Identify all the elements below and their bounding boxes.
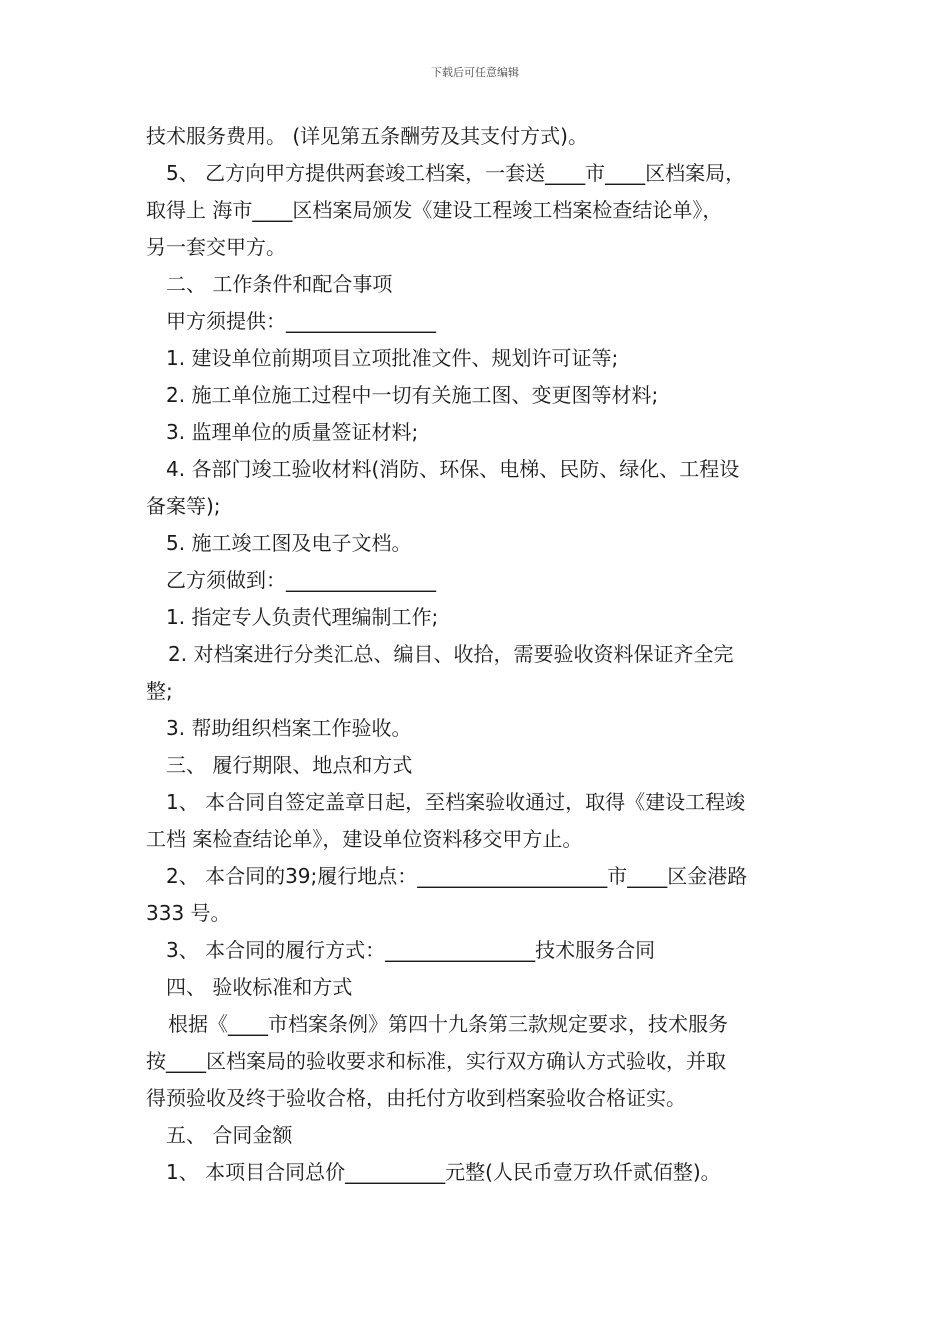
text-line: 技术服务费用。 (详见第五条酬劳及其支付方式)。 [146,124,588,148]
text-line: 甲方须提供：_______________ [166,309,436,333]
text-line: 333 号。 [146,901,231,925]
text-line: 取得上 海市____区档案局颁发《建设工程竣工档案检查结论单》， [146,198,723,222]
section-heading: 五、 合同金额 [166,1123,293,1147]
text-line: 乙方须做到：_______________ [166,568,436,592]
list-item: 4. 各部门竣工验收材料(消防、环保、电梯、民防、绿化、工程设 [166,457,740,481]
list-item: 1、 本项目合同总价__________元整(人民币壹万玖仟贰佰整)。 [166,1160,721,1184]
list-item: 3. 帮助组织档案工作验收。 [166,716,412,740]
section-heading: 三、 履行期限、地点和方式 [166,753,413,777]
text-line: 根据《____市档案条例》第四十九条第三款规定要求，技术服务 [168,1012,728,1036]
text-line: 整; [146,679,173,703]
text-line: 另一套交甲方。 [146,235,286,259]
text-line: 备案等); [146,494,221,518]
section-heading: 二、 工作条件和配合事项 [166,272,393,296]
page-header: 下载后可任意编辑 [431,66,519,79]
text-line: 按____区档案局的验收要求和标准，实行双方确认方式验收，并取 [146,1049,726,1073]
text-line: 得预验收及终于验收合格，由托付方收到档案验收合格证实。 [146,1086,686,1110]
document-body [146,118,808,1191]
list-item: 3. 监理单位的质量签证材料; [166,420,419,444]
list-item: 2. 施工单位施工过程中一切有关施工图、变更图等材料; [166,383,659,407]
list-item: 1. 建设单位前期项目立项批准文件、规划许可证等; [166,346,619,370]
text-line: 工档 案检查结论单》，建设单位资料移交甲方止。 [146,827,583,851]
section-heading: 四、 验收标准和方式 [166,975,353,999]
text-line: 5、 乙方向甲方提供两套竣工档案，一套送____市____区档案局， [166,161,746,185]
list-item: 1、 本合同自签定盖章日起，至档案验收通过，取得《建设工程竣 [166,790,746,814]
list-item: 5. 施工竣工图及电子文档。 [166,531,412,555]
list-item: 1. 指定专人负责代理编制工作; [166,605,439,629]
list-item: 3、 本合同的履行方式：_______________技术服务合同 [166,938,656,962]
list-item: 2、 本合同的39;履行地点：___________________市____区金港路 [166,864,748,888]
list-item: 2. 对档案进行分类汇总、编目、收拾，需要验收资料保证齐全完 [168,642,734,666]
